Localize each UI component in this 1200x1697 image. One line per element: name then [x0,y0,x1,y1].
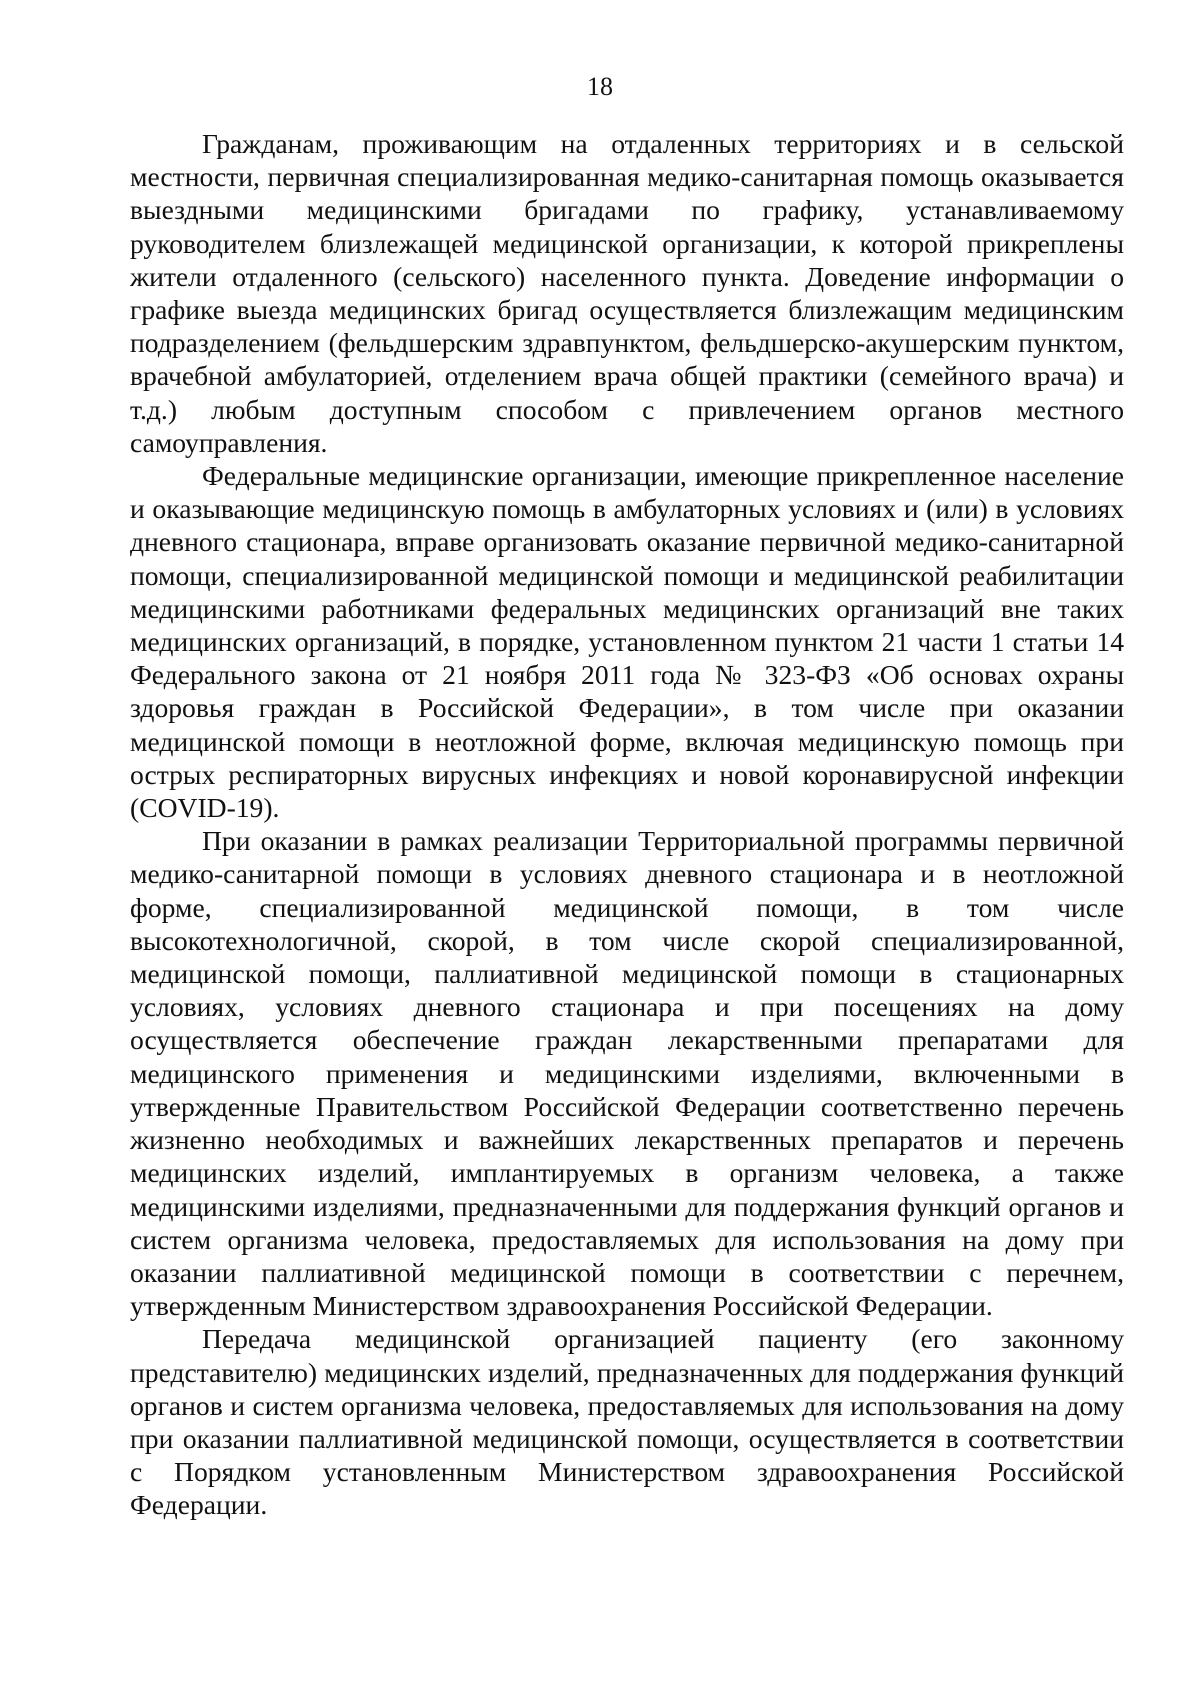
paragraph-federal-organizations: Федеральные медицинские организации, имеющие прикрепленное население и оказывающие медицинскую помощь в амбулаторных условиях и (или) в условиях дневного стационара, вправе организовать оказание первичной медико-санитарной помощи, специализированной медицинской помощи и медицинской реабилитации медицинскими работниками федеральных медицинских организаций вне таких медицинских организаций, в порядке, установленном пунктом 21 части 1 статьи 14 Федерального закона от 21 ноября 2011 года № 323-ФЗ «Об основах охраны здоровья граждан в Российской Федерации», в том числе при оказании медицинской помощи в неотложной форме, включая медицинскую помощь при острых респираторных вирусных инфекциях и новой коронавирусной инфекции (COVID-19). [130,460,1124,824]
page-number: 18 [587,72,613,101]
paragraph-rural-mobile-teams: Гражданам, проживающим на отдаленных территориях и в сельской местности, первичная специализированная медико-санитарная помощь оказывается выездными медицинскими бригадами по графику, устанавливаемому руководителем близлежащей медицинской организации, к которой прикреплены жители отдаленного (сельского) населенного пункта. Доведение информации о графике выезда медицинских бригад осуществляется близлежащим медицинским подразделением (фельдшерским здравпунктом, фельдшерско-акушерским пунктом, врачебной амбулаторией, отделением врача общей практики (семейного врача) и т.д.) любым доступным способом с привлечением органов местного самоуправления. [130,128,1124,458]
document-body [130,127,1124,1522]
paragraph-medical-devices-transfer: Передача медицинской организацией пациенту (его законному представителю) медицинских изделий, предназначенных для поддержания функций органов и систем организма человека, предоставляемых для использования на дому при оказании паллиативной медицинской помощи, осуществляется в соответствии с Порядком установленным Министерством здравоохранения Российской Федерации. [130,1323,1124,1521]
paragraph-drug-provision: При оказании в рамках реализации Территориальной программы первичной медико-санитарной помощи в условиях дневного стационара и в неотложной форме, специализированной медицинской помощи, в том числе высокотехнологичной, скорой, в том числе скорой специализированной, медицинской помощи, паллиативной медицинской помощи в стационарных условиях, условиях дневного стационара и при посещениях на дому осуществляется обеспечение граждан лекарственными препаратами для медицинского применения и медицинскими изделиями, включенными в утвержденные Правительством Российской Федерации соответственно перечень жизненно необходимых и важнейших лекарственных препаратов и перечень медицинских изделий, имплантируемых в организм человека, а также медицинскими изделиями, предназначенными для поддержания функций органов и систем организма человека, предоставляемых для использования на дому при оказании паллиативной медицинской помощи в соответствии с перечнем, утвержденным Министерством здравоохранения Российской Федерации. [130,825,1124,1322]
